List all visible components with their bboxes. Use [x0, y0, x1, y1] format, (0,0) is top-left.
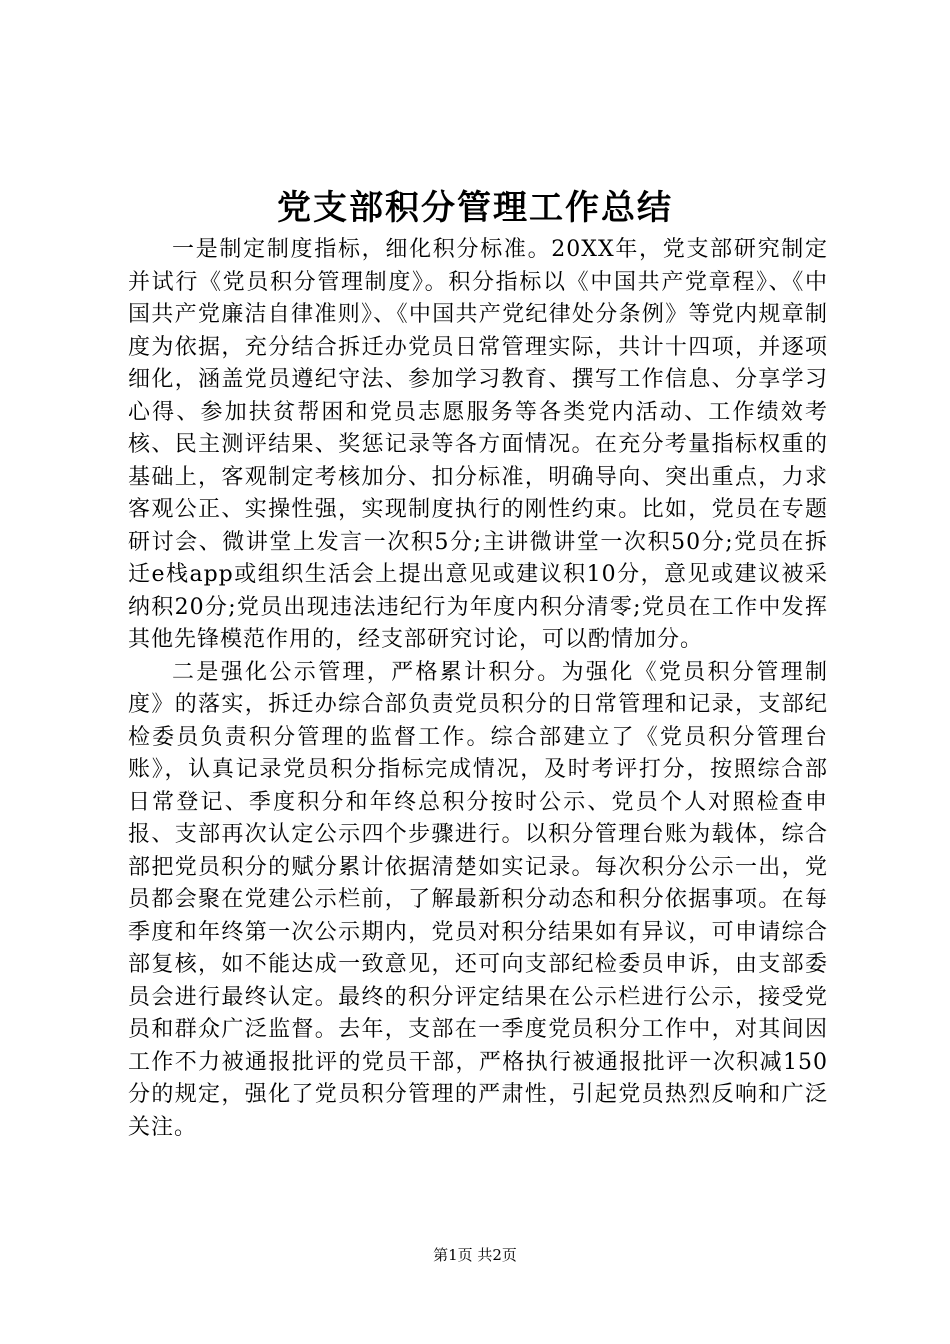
paragraph-2: 二是强化公示管理，严格累计积分。为强化《党员积分管理制度》的落实，拆迁办综合部负责党员积分的日常管理和记录，支部纪检委员负责积分管理的监督工作。综合部建立了《党员积分管理台账》，认真记录党员积分指标完成情况，及时考评打分，按照综合部日常登记、季度积分和年终总积分按时公示、党员个人对照检查申报、支部再次认定公示四个步骤进行。以积分管理台账为载体，综合部把党员积分的赋分累计依据清楚如实记录。每次积分公示一出，党员都会聚在党建公示栏前，了解最新积分动态和积分依据事项。在每季度和年终第一次公示期内，党员对积分结果如有异议，可申请综合部复核，如不能达成一致意见，还可向支部纪检委员申诉，由支部委员会进行最终认定。最终的积分评定结果在公示栏进行公示，接受党员和群众广泛监督。去年，支部在一季度党员积分工作中，对其间因工作不力被通报批评的党员干部，严格执行被通报批评一次积减150分的规定，强化了党员积分管理的严肃性，引起党员热烈反响和广泛关注。	[128, 659, 828, 1140]
page-footer: 第1页 共2页	[433, 1246, 517, 1264]
paragraph-1: 一是制定制度指标，细化积分标准。20XX年，党支部研究制定并试行《党员积分管理制度》。积分指标以《中国共产党章程》、《中国共产党廉洁自律准则》、《中国共产党纪律处分条例》等党内规章制度为依据，充分结合拆迁办党员日常管理实际，共计十四项，并逐项细化，涵盖党员遵纪守法、参加学习教育、撰写工作信息、分享学习心得、参加扶贫帮困和党员志愿服务等各类党内活动、工作绩效考核、民主测评结果、奖惩记录等各方面情况。在充分考量指标权重的基础上，客观制定考核加分、扣分标准，明确导向、突出重点，力求客观公正、实操性强，实现制度执行的刚性约束。比如，党员在专题研讨会、微讲堂上发言一次积5分;主讲微讲堂一次积50分;党员在拆迁e栈app或组织生活会上提出意见或建议积10分，意见或建议被采纳积20分;党员出现违法违纪行为年度内积分清零;党员在工作中发挥其他先锋模范作用的，经支部研究讨论，可以酌情加分。	[128, 237, 828, 652]
document-body	[128, 234, 828, 1144]
document-title: 党支部积分管理工作总结	[277, 188, 673, 228]
